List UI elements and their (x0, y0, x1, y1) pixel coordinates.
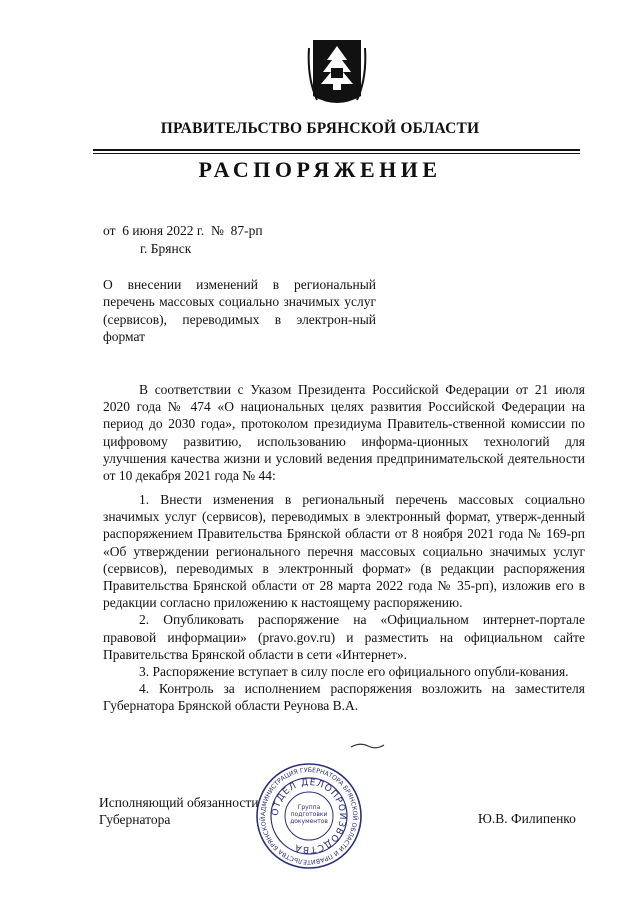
signatory-position (99, 794, 258, 828)
signatory-position-line1: Исполняющий обязанности (99, 795, 259, 810)
stamp-center-text: Группа подготовки документов (290, 804, 328, 825)
handwritten-mark (350, 738, 385, 750)
document-type: РАСПОРЯЖЕНИЕ (198, 157, 442, 182)
title-rule-thin (93, 153, 580, 154)
clause-3: 3. Распоряжение вступает в силу после его официального опубли-кования. (139, 664, 569, 680)
city-line: г. Брянск (140, 241, 192, 256)
subject-heading: О внесении изменений в региональный перечень массовых социально значимых услуг (сервисов), переводимых в электрон-ный формат (103, 277, 376, 344)
clauses-list (103, 491, 585, 715)
stamp-inner-text: ОТДЕЛ ДЕЛОПРОИЗВОДСТВА (270, 777, 348, 855)
date-number-line: от 6 июня 2022 г. № 87-рп (103, 223, 263, 238)
signatory-position-line2: Губернатора (99, 812, 171, 827)
clause-4: 4. Контроль за исполнением распоряжения возложить на заместителя Губернатора Брянской области Реунова В.А. (103, 681, 585, 714)
government-title: ПРАВИТЕЛЬСТВО БРЯНСКОЙ ОБЛАСТИ (160, 120, 480, 137)
signatory-name: Ю.В. Филипенко (478, 811, 576, 826)
clause-2: 2. Опубликовать распоряжение на «Официальном интернет-портале правовой информации» (pravo.gov.ru) и разместить на официальном сайте Правительства Брянской области в сети «Интернет». (103, 612, 585, 662)
clause-1: 1. Внести изменения в региональный перечень массовых социально значимых услуг (сервисов), переводимых в электронный формат, утверж-денный распоряжением Правительства Брянской области от 8 ноября 2021 года № 169-рп «Об утверждении регионального перечня массовых социально значимых услуг (сервисов), переводимых в электронный формат» (в редакции распоряжения Правительства Брянской области от 28 марта 2022 года № 35-рп), изложив его в редакции согласно приложению к настоящему распоряжению. (103, 492, 585, 611)
coat-of-arms-icon (307, 38, 367, 110)
title-rule-thick (93, 149, 580, 151)
official-stamp (255, 762, 363, 870)
stamp-ring-text: АДМИНИСТРАЦИЯ ГУБЕРНАТОРА БРЯНСКОЙ ОБЛАСТИ И ПРАВИТЕЛЬСТВА БРЯНСКОЙ (259, 766, 359, 866)
preamble-paragraph: В соответствии с Указом Президента Российской Федерации от 21 июля 2020 года № 474 «О национальных целях развития Российской Федерации на период до 2030 года», протоколом президиума Правитель-ственной комиссии по цифровому развитию, использованию информа-ционных технологий для улучшения качества жизни и условий ведения предпринимательской деятельности от 10 декабря 2021 года № 44: (103, 382, 585, 484)
